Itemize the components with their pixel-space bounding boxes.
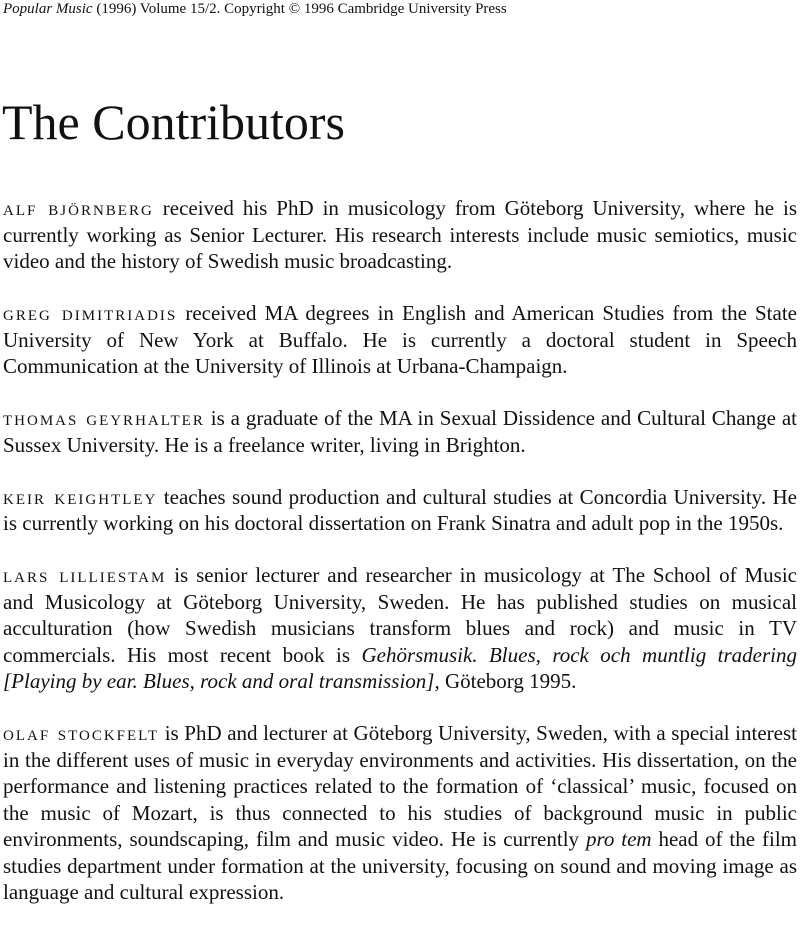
- contributor-bio: received MA degrees in English and American Studies from the State University of New York at Buffalo. He is currently a doctoral student in Speech Communication at the University of Illinois at Urbana-Champaign.: [3, 301, 797, 378]
- contributor-entry: [3, 405, 797, 458]
- contributor-bio: is senior lecturer and researcher in musicology at The School of Music and Musicology at Göteborg University, Sweden. He has published studies on musical acculturation (how Swedish musicians transform blues and rock) and music in TV commercials. His most recent book is: [3, 563, 797, 667]
- contributor-entry: [3, 484, 797, 537]
- contributor-entry: [3, 195, 797, 275]
- contributor-entry: [3, 720, 797, 906]
- page-title: The Contributors: [2, 94, 346, 150]
- book-title: Gehörsmusik. Blues, rock och muntlig tradering [Playing by ear. Blues, rock and oral transmission],: [3, 642, 797, 693]
- contributor-bio: is a graduate of the MA in Sexual Dissidence and Cultural Change at Sussex University. He is a freelance writer, living in Brighton.: [3, 406, 798, 457]
- contributors-list: [3, 195, 797, 906]
- journal-name: Popular Music: [3, 1, 93, 17]
- italic-phrase: pro tem: [585, 827, 652, 851]
- contributor-name: alf björnberg: [3, 196, 154, 220]
- contributor-name: thomas geyrhalter: [3, 406, 205, 430]
- contributor-bio-end: head of the film studies department under formation at the university, focusing on sound and moving image as language and cultural expression.: [3, 827, 797, 904]
- contributor-name: greg dimitriadis: [3, 301, 178, 325]
- contributor-name: olaf stockfelt: [3, 721, 160, 745]
- contributor-entry: [3, 300, 797, 380]
- citation-text: (1996) Volume 15/2. Copyright © 1996 Cambridge University Press: [92, 1, 507, 17]
- running-head: [3, 0, 507, 18]
- contributor-bio: received his PhD in musicology from Göteborg University, where he is currently working as Senior Lecturer. His research interests include music semiotics, music video and the history of Swedish music broadcasting.: [3, 196, 798, 273]
- contributor-name: lars lilliestam: [3, 563, 167, 587]
- contributor-bio: teaches sound production and cultural studies at Concordia University. He is currently working on his doctoral dissertation on Frank Sinatra and adult pop in the 1950s.: [3, 484, 797, 535]
- contributor-bio: is PhD and lecturer at Göteborg University, Sweden, with a special interest in the different uses of music in everyday environments and activities. His dissertation, on the performance and listening practices related to the formation of ‘classical’ music, focused on the music of Mozart, is thus connected to his studies of background music in public environments, soundscaping, film and music video. He is currently: [3, 721, 797, 851]
- contributor-entry: [3, 562, 797, 695]
- contributor-name: keir keightley: [3, 484, 158, 509]
- contributor-bio-end: Göteborg 1995.: [439, 669, 577, 693]
